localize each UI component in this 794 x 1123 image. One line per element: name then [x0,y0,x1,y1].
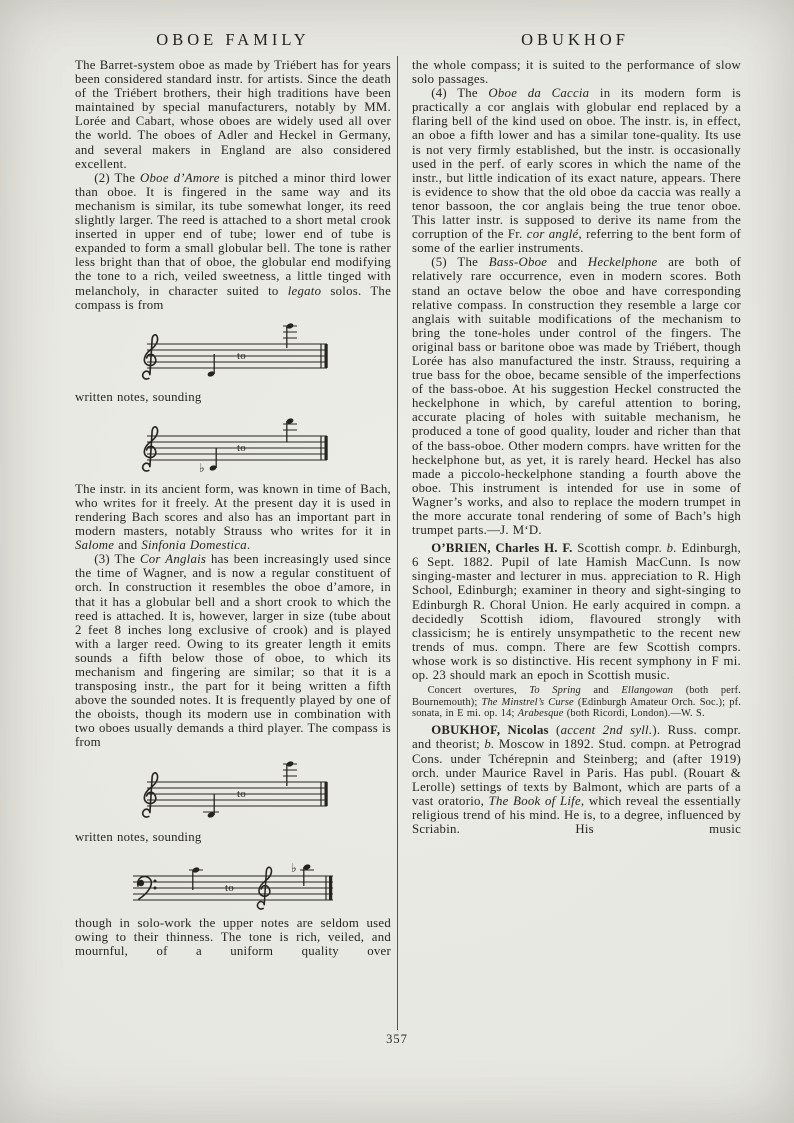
treble-clef-icon [143,335,158,379]
connector-label: to [237,441,247,454]
music-example-oboe-damore-written [133,318,333,386]
treble-clef-icon [143,427,158,471]
low-note [207,354,215,377]
right-column [412,58,741,1032]
paragraph-whole-compass: the whole compass; it is suited to the performance of slow solo passages. [412,58,741,87]
paragraph-bass-oboe-heckelphone: (5) The Bass-Oboe and Heckelphone are both of relatively rare occurrence, even in modern scores. Both stand an octave below the oboe and have corresponding relative compass. In construction they resemble a large cor anglais with suitable modifications of the mechanism to bring the tone-holes under control of the fingers. The original bass or baritone oboe was made by Triébert, though Lorée has also manufactured the instr. Strauss, requiring a true bass for the oboe, became sensible of the imperfections of the bass-oboe. At his suggestion Heckel constructed the heckelphone in which, by careful attention to boring, accurate placing of holes with suitable mechanism, he produced a tone of good quality, louder and richer than that of the bass-oboe. Other modern comprs. have written for the heckelphone but, as yet, it is rarely heard. Heckel has also made a piccolo-heckelphone standing a fourth above the oboe. This instrument is intended for use in some of Wagner’s works, and also to replace the modern trumpet in the more accurate tonal rendering of some of Bach’s high trumpet parts.—J. M‘D. [412,255,741,538]
caption-written-notes-1: written notes, sounding [75,389,202,404]
connector-label: to [225,881,235,894]
left-column [75,58,391,1054]
paragraph-barret-system: The Barret-system oboe as made by Triébert has for years been considered standard instr. for artists. Since the death of the Triébert brothers, their high traditions have been maintained by special manufacturers, notably by MM. Lorée and Cabart, whose oboes are widely used all over the world. The oboes of Adler and Heckel in Germany, and several makers in England are also considered excellent. [75,58,391,171]
caption-written-notes-2: written notes, sounding [75,829,202,844]
treble-clef-icon [143,772,158,816]
connector-label: to [237,349,247,362]
music-example-oboe-damore-sounding [133,410,333,478]
entry-obrien-works: Concert overtures, To Spring and Ellangowan (both perf. Bournemouth); The Minstrel’s Curse (Edinburgh Amateur Orch. Soc.); pf. sonata, in E mi. op. 14; Arabesque (both Ricordi, London).—W. S. [412,685,741,719]
entry-obukhof: OBUKHOF, Nicolas (accent 2nd syll.). Russ. compr. and theorist; b. Moscow in 1892. Stud. compn. at Petrograd Cons. under Tchérepnin and Steinberg; and (after 1919) orch. under Maurice Ravel in Paris. Has publ. (Rouart & Lerolle) settings of texts by Balmont, which are parts of a vast oratorio, The Book of Life, which reveal the essentially religious trend of his mind. He is, to a degree, influenced by Scriabin. His music [412,723,741,836]
paragraph-oboe-damore: (2) The Oboe d’Amore is pitched a minor third lower than oboe. It is fingered in the same way and its mechanism is similar, its tube somewhat longer, its reed slightly larger. The reed is attached to a short metal crook inserted in upper end of tube; lower end of tube is expanded to form a small globular bell. The tone is rather less bright than that of oboe, the globular end modifying the tone to a rich, veiled sweetness, a little tinged with melancholy, in character suited to legato solos. The compass is from [75,170,391,312]
paragraph-cor-anglais: (3) The Cor Anglais has been increasingly used since the time of Wagner, and is now a regular constituent of orch. In construction it resembles the oboe d’amore, in that it has a globular bell and a short crook to which the reed is attached. It is, however, larger in size (tube about 2 feet 8 inches long exclusive of crook) and is played with a larger reed. Owing to its greater length it emits sounds a fifth below those of oboe, to which its mechanism and fingering are similar; so that it is a transposing instr., the part for it being written a fifth above the sounded notes. It is frequently played by one of the oboists, though its modern use in combination with two oboes usually demands a third player. The compass is from [75,552,391,750]
entry-obrien: O’BRIEN, Charles H. F. Scottish compr. b. Edinburgh, 6 Sept. 1882. Pupil of late Hamish MacCunn. Is now singing-master and lecturer in mus. appreciation to R. High School, Edinburgh; examiner in theory and sight-singing to Edinburgh R. Choral Union. He early acquired in compn. a decidedly Scottish idiom, flavoured strongly with classicism; he is entirely unsympathetic to the recent new trends of mus. compn. There are few Scottish comprs. whose work is so distinctive. His recent symphony in F mi. op. 23 should mark an epoch in Scottish music. [412,541,741,683]
paragraph-solo-work: though in solo-work the upper notes are seldom used owing to their thinness. The tone is rich, veiled, and mournful, of a uniform quality over [75,915,391,958]
music-example-cor-anglais-written [133,756,333,826]
low-note [189,866,203,889]
running-head-left: OBOE FAMILY [156,30,310,49]
flat-sign: ♭ [199,460,205,475]
paragraph-bach-usage: The instr. in its ancient form, was known in time of Bach, who writes for it freely. At the present day it is used in rendering Bach scores and also has an important part in modern masters, notably Strauss who writes for it in Salome and Sinfonia Domestica. [75,481,391,553]
high-note [300,863,314,885]
column-divider-rule [397,56,398,1030]
paragraph-oboe-da-caccia: (4) The Oboe da Caccia in its modern form is practically a cor anglais with globular end replaced by a flaring bell of the kind used on oboe. The instr. is, in effect, an oboe a fifth lower and has a similar tone-quality. Its use is not very firmly established, but the instr. is occasionally used in the perf. of early scores in which the name of the instr., but little indication of its exact nature, appears. There is evidence to show that the old oboe da caccia was really a tenor bassoon, the cor anglais being the true tenor oboe. This latter instr. is supposed to derive its name from the corruption of the Fr. cor anglé, referring to the bent form of some of the earlier instruments. [412,86,741,256]
running-head-right: OBUKHOF [521,30,629,49]
page-number: 357 [386,1032,408,1046]
flat-sign: ♭ [291,860,297,875]
high-note [283,417,297,441]
connector-label: to [237,787,247,800]
music-example-cor-anglais-sounding [127,850,339,912]
